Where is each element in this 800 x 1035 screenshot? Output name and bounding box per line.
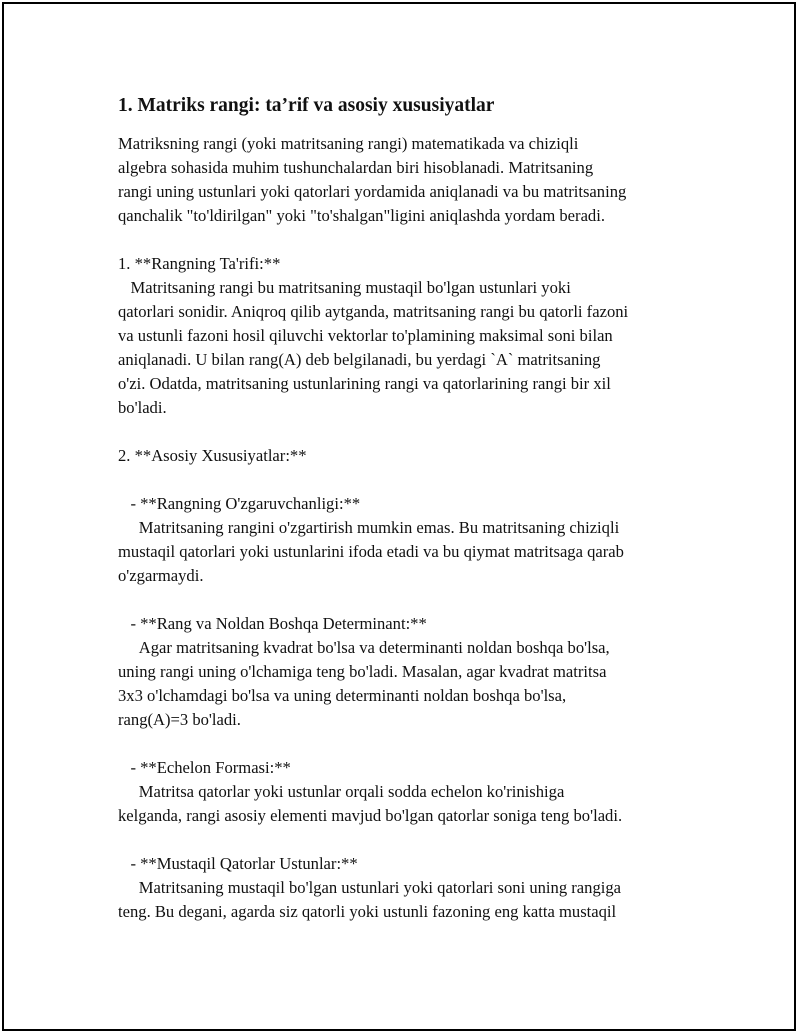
document-heading: 1. Matriks rangi: ta’rif va asosiy xususiyatlar bbox=[118, 95, 495, 116]
spacer bbox=[118, 732, 698, 756]
property-determinant: - **Rang va Noldan Boshqa Determinant:** Agar matritsaning kvadrat bo'lsa va determinanti noldan boshqa bo'lsa, uning rangi uning o'lchamiga teng bo'ladi. Masalan, agar kvadrat matritsa 3x3 o'lchamdagi bo'lsa va uning determinanti noldan boshqa bo'lsa, rang(A)=3 bo'ladi. bbox=[118, 614, 610, 729]
section-properties-title: 2. **Asosiy Xususiyatlar:** bbox=[118, 446, 307, 465]
spacer bbox=[118, 828, 698, 852]
spacer bbox=[118, 588, 698, 612]
property-independent: - **Mustaqil Qatorlar Ustunlar:** Matritsaning mustaqil bo'lgan ustunlari yoki qatorlari soni uning rangiga teng. Bu degani, agarda siz qatorli yoki ustunli fazoning eng katta mustaqil bbox=[118, 854, 622, 921]
intro-paragraph: Matriksning rangi (yoki matritsaning rangi) matematikada va chiziqli algebra sohasida muhim tushunchalardan biri hisoblanadi. Matritsaning rangi uning ustunlari yoki qatorlari yordamida aniqlanadi va bu matritsaning qanchalik "to'ldirilgan" yoki "to'shalgan"ligini aniqlashda yordam beradi. bbox=[118, 134, 627, 225]
spacer bbox=[118, 420, 698, 444]
property-invariance: - **Rangning O'zgaruvchanligi:** Matritsaning rangini o'zgartirish mumkin emas. Bu matritsaning chiziqli mustaqil qatorlari yoki ustunlarini ifoda etadi va bu qiymat matritsaga qarab o'zgarmaydi. bbox=[118, 494, 624, 585]
property-echelon: - **Echelon Formasi:** Matritsa qatorlar yoki ustunlar orqali sodda echelon ko'rinishiga kelganda, rangi asosiy elementi mavjud bo'lgan qatorlar soniga teng bo'ladi. bbox=[118, 758, 623, 825]
spacer bbox=[118, 468, 698, 492]
document-body bbox=[118, 94, 698, 924]
spacer bbox=[118, 228, 698, 252]
section-definition: 1. **Rangning Ta'rifi:** Matritsaning rangi bu matritsaning mustaqil bo'lgan ustunlari yoki qatorlari sonidir. Aniqroq qilib aytganda, matritsaning rangi bu qatorli fazoni va ustunli fazoni hosil qiluvchi vektorlar to'plamining maksimal soni bilan aniqlanadi. U bilan rang(A) deb belgilanadi, bu yerdagi `A` matritsaning o'zi. Odatda, matritsaning ustunlarining rangi va qatorlarining rangi bir xil bo'ladi. bbox=[118, 254, 629, 417]
